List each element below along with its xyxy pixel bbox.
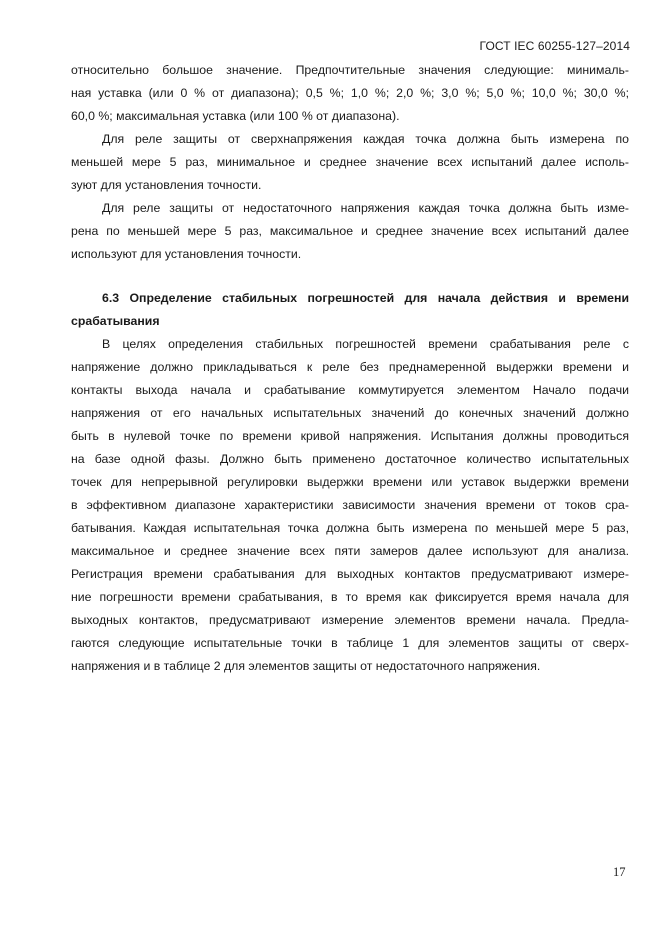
text-line: относительно большое значение. Предпочтительные значения следующие: минималь- (71, 63, 629, 77)
heading-line: 6.3 Определение стабильных погрешностей для начала действия и времени (102, 291, 629, 305)
text-line: Для реле защиты от недостаточного напряжения каждая точка должна быть изме- (102, 201, 629, 215)
paragraph-stable-errors (71, 333, 629, 678)
text-line: В целях определения стабильных погрешностей времени срабатывания реле с (102, 337, 629, 351)
section-spacer (71, 266, 629, 287)
text-line: гаются следующие испытательные точки в таблице 1 для элементов защиты от сверх- (71, 636, 629, 650)
text-line: напряжения от его начальных испытательных значений до конечных значений должно (71, 406, 629, 420)
document-header: ГОСТ IEC 60255-127–2014 (479, 39, 630, 53)
text-line: выходных контактов, предусматривают измерение элементов времени начала. Предла- (71, 613, 629, 627)
text-line: 60,0 %; максимальная уставка (или 100 % от диапазона). (71, 109, 400, 123)
text-line: на базе одной фазы. Должно быть применено достаточное количество испытательных (71, 452, 629, 466)
text-line: напряжение должно прикладываться к реле без преднамеренной выдержки времени и (71, 360, 629, 374)
text-line: батывания. Каждая испытательная точка должна быть измерена по меньшей мере 5 раз, (71, 521, 629, 535)
text-line: ная уставка (или 0 % от диапазона); 0,5 %; 1,0 %; 2,0 %; 3,0 %; 5,0 %; 10,0 %; 30,0 %; (71, 86, 629, 100)
text-line: в эффективном диапазоне характеристики зависимости значения времени от токов сра- (71, 498, 629, 512)
text-line: Для реле защиты от сверхнапряжения каждая точка должна быть измерена по (102, 132, 629, 146)
text-line: ние погрешности времени срабатывания, в то время как фиксируется время начала для (71, 590, 629, 604)
heading-line: срабатывания (71, 314, 160, 328)
section-heading (71, 287, 629, 333)
text-line: точек для непрерывной регулировки выдержки времени или уставок выдержки времени (71, 475, 629, 489)
text-line: быть в нулевой точке по времени кривой напряжения. Испытания должны проводиться (71, 429, 629, 443)
paragraph-overvoltage (71, 128, 629, 197)
text-line: напряжения и в таблице 2 для элементов защиты от недостаточного напряжения. (71, 659, 541, 673)
text-line: зуют для установления точности. (71, 178, 262, 192)
text-line: используют для установления точности. (71, 247, 302, 261)
paragraph-undervoltage (71, 197, 629, 266)
paragraph-preferred-values (71, 59, 629, 128)
text-line: рена по меньшей мере 5 раз, максимальное и среднее значение всех испытаний далее (71, 224, 629, 238)
text-line: контакты выхода начала и срабатывание коммутируется элементом Начало подачи (71, 383, 629, 397)
page-body (71, 59, 629, 678)
text-line: меньшей мере 5 раз, минимальное и среднее значение всех испытаний далее исполь- (71, 155, 629, 169)
page-number: 17 (613, 865, 626, 879)
text-line: Регистрация времени срабатывания для выходных контактов предусматривают измере- (71, 567, 629, 581)
text-line: максимальное и среднее значение всех пяти замеров далее используют для анализа. (71, 544, 629, 558)
